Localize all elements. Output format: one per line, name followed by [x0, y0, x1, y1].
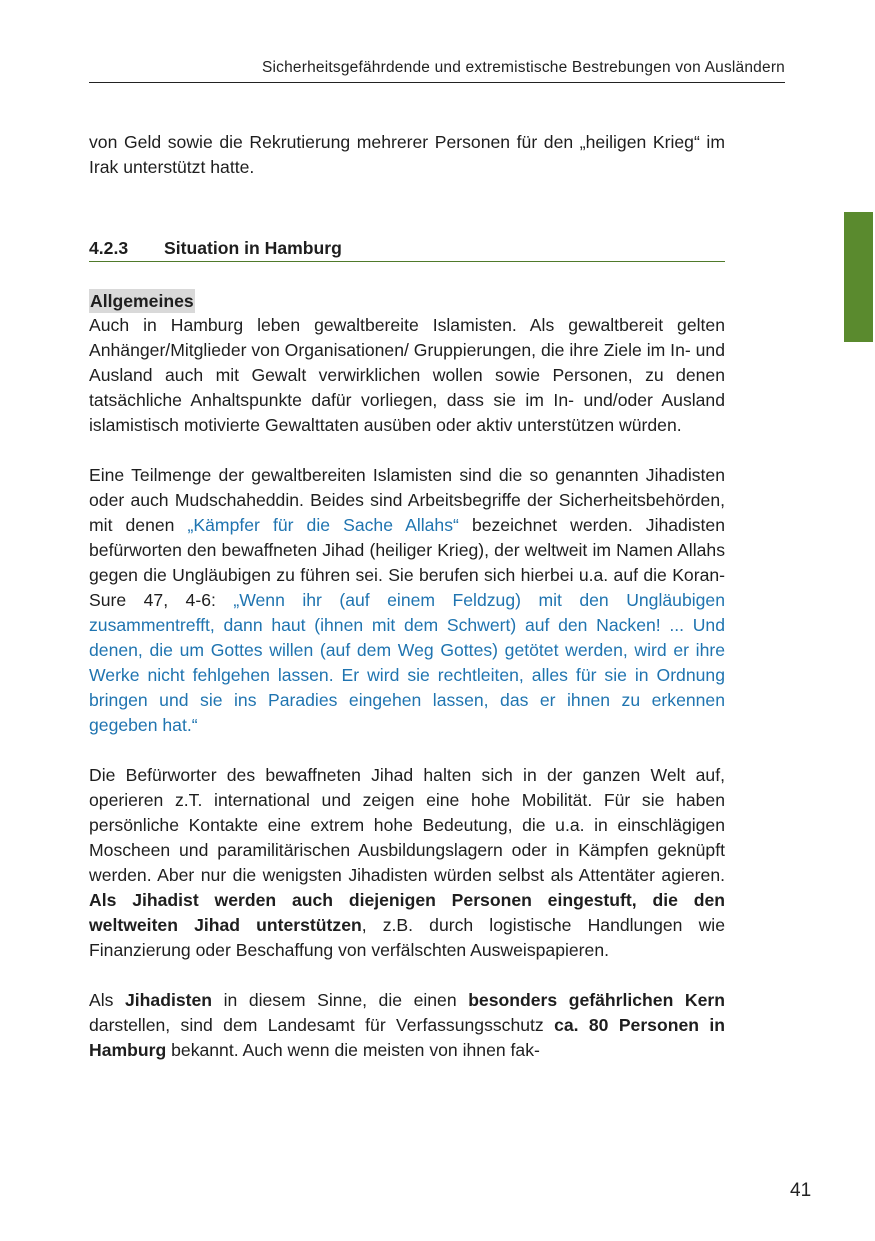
paragraph-4	[89, 988, 725, 1063]
paragraph-4-text: bekannt. Auch wenn die meisten von ihnen fak-	[166, 1040, 540, 1060]
paragraph-1: Auch in Hamburg leben gewaltbereite Islamisten. Als gewaltbereit gelten Anhänger/Mitglieder von Organisationen/ Gruppierungen, die ihre Ziele im In- und Ausland auch mit Gewalt verwirklichen wollen sowie Personen, zu denen tatsächliche Anhaltspunkte dafür vorliegen, dass sie im In- und/oder Ausland islamistisch motivierte Gewalttaten ausüben oder aktiv unterstützen würden.	[89, 315, 725, 435]
subheading-allgemeines: Allgemeines	[90, 291, 194, 311]
paragraph-2	[89, 463, 725, 738]
paragraph-4-text: darstellen, sind dem Landesamt für Verfassungsschutz	[89, 1015, 555, 1035]
section-number: 4.2.3	[89, 238, 129, 258]
paragraph-3-text: Die Befürworter des bewaffneten Jihad halten sich in der ganzen Welt auf, operieren z.T. international und zeigen eine hohe Mobilität. Für sie haben persönliche Kontakte eine extrem hohe Bedeutung, die u.a. in einschlägigen Moscheen und paramilitärischen Ausbildungslagern oder in Kämpfen geknüpft werden. Aber nur die wenigsten Jihadisten würden selbst als Attentäter agieren.	[89, 765, 725, 885]
section-heading	[89, 237, 725, 262]
paragraph-4-text: in diesem Sinne, die einen	[212, 990, 469, 1010]
highlighted-term: „Kämpfer für die Sache Allahs“	[187, 515, 459, 535]
running-header: Sicherheitsgefährdende und extremistische Bestrebungen von Ausländern	[261, 59, 785, 76]
paragraph-2-text-cont: bezeichnet werden. Jihadisten befürworten den bewaffneten Jihad (heiliger Krieg), der weltweit im Namen Allahs gegen die Ungläubigen zu führen sei. Sie berufen sich hierbei u.a. auf die Koran-Sure 47, 4-6:	[89, 515, 726, 610]
page-number: 41	[790, 1180, 812, 1201]
paragraph-4-bold-count: ca. 80 Personen in Hamburg	[89, 1015, 725, 1060]
intro-paragraph: von Geld sowie die Rekrutierung mehrerer Personen für den „heiligen Krieg“ im Irak unterstützt hatte.	[89, 132, 725, 177]
paragraph-3-text-cont: , z.B. durch logistische Handlungen wie Finanzierung oder Beschaffung von verfälschten Ausweispapieren.	[89, 915, 725, 960]
paragraph-4-text: Als	[89, 990, 125, 1010]
page-body	[89, 130, 725, 1063]
chapter-tab-marker	[844, 212, 873, 342]
paragraph-4-bold-kern: besonders gefährlichen Kern	[468, 990, 725, 1010]
paragraph-3-bold: Als Jihadist werden auch diejenigen Personen eingestuft, die den weltweiten Jihad unterstützen	[89, 890, 725, 935]
paragraph-2-text: Eine Teilmenge der gewaltbereiten Islamisten sind die so genannten Jihadisten oder auch Mudschaheddin. Beides sind Arbeitsbegriffe der Sicherheitsbehörden, mit denen	[89, 465, 725, 535]
paragraph-4-bold-jihadisten: Jihadisten	[125, 990, 213, 1010]
section-title: Situation in Hamburg	[164, 238, 342, 258]
header-divider	[89, 82, 785, 83]
koran-quote: „Wenn ihr (auf einem Feldzug) mit den Ungläubigen zusammentrefft, dann haut (ihnen mit dem Schwert) auf den Nacken! ... Und denen, die um Gottes willen (auf dem Weg Gottes) getötet werden, wird er ihre Werke nicht fehlgehen lassen. Er wird sie rechtleiten, alles für sie in Ordnung bringen und sie ins Paradies eingehen lassen, das er ihnen zu erkennen gegeben hat.“	[89, 590, 725, 735]
paragraph-3	[89, 763, 725, 963]
